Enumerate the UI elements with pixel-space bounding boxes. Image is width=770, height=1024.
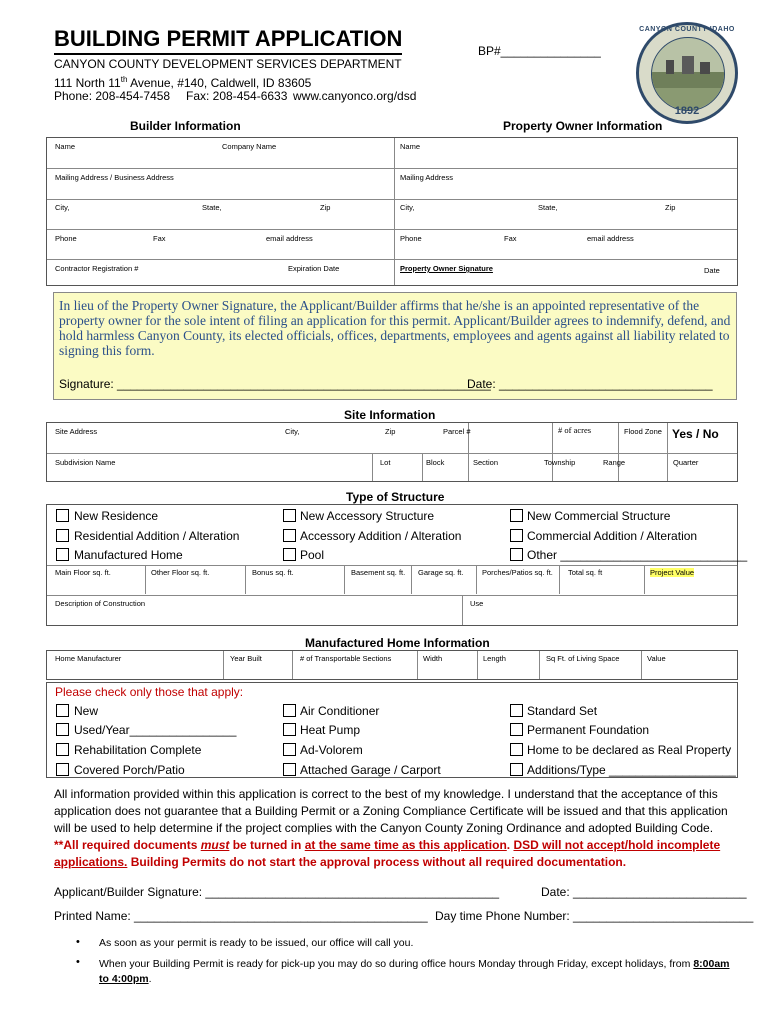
total-sqft-field[interactable]: Total sq. ft: [568, 568, 603, 577]
affirmation-text: In lieu of the Property Owner Signature, the Applicant/Builder affirms that he/she is an appointed representative of the property owner for the sole intent of filing an application for this permit. Applicant/Builder agrees to indemnify, defend, and hold harmless Canyon County, its elected officials, offices, departments, employees and agents against all liability related to signing this form.: [59, 298, 731, 358]
seal-landscape-icon: [651, 37, 725, 111]
seal-year: 1892: [674, 105, 700, 117]
option-manufactured-home: Manufactured Home: [74, 548, 183, 562]
owner-name-field[interactable]: Name: [400, 142, 421, 151]
department-address: 111 North 11th Avenue, #140, Caldwell, ID 83605: [54, 75, 312, 90]
transportable-sections-field[interactable]: # of Transportable Sections: [300, 654, 392, 663]
note-pickup: When your Building Permit is ready for pick-up you may do so during office hours Monday through Friday, except holidays, from 8:00am to 4:00pm.: [99, 958, 730, 985]
checkbox-pool[interactable]: [283, 548, 296, 561]
manufactured-options-box: [46, 682, 738, 778]
option-new-residence: New Residence: [74, 509, 159, 523]
site-info-grid: [46, 422, 738, 482]
length-field[interactable]: Length: [483, 654, 506, 663]
structure-type-heading: Type of Structure: [346, 490, 445, 504]
value-field[interactable]: Value: [647, 654, 666, 663]
block-field[interactable]: Block: [426, 458, 445, 467]
checkbox-used-year[interactable]: [56, 723, 69, 736]
checkbox-rehabilitation[interactable]: [56, 743, 69, 756]
other-floor-sqft-field[interactable]: Other Floor sq. ft.: [151, 568, 210, 577]
option-heat-pump: Heat Pump: [300, 723, 361, 737]
checkbox-manufactured-home[interactable]: [56, 548, 69, 561]
affirmation-date-field[interactable]: Date: ________________________________: [467, 377, 713, 391]
year-built-field[interactable]: Year Built: [230, 654, 262, 663]
builder-zip-field[interactable]: Zip: [320, 203, 331, 212]
checkbox-standard-set[interactable]: [510, 704, 523, 717]
width-field[interactable]: Width: [423, 654, 443, 663]
owner-zip-field[interactable]: Zip: [665, 203, 676, 212]
site-zip-field[interactable]: Zip: [385, 427, 396, 436]
owner-info-heading: Property Owner Information: [503, 119, 663, 133]
description-field[interactable]: Description of Construction: [55, 599, 146, 608]
checkbox-ad-volorem[interactable]: [283, 743, 296, 756]
required-documents-warning: **All required documents must be turned in at the same time as this application. DSD will not accept/hold incomplete applications. Building Permits do not start the approval process without all required documentation.: [54, 838, 721, 869]
option-new-accessory: New Accessory Structure: [300, 509, 435, 523]
affirmation-box: [53, 292, 737, 400]
checkbox-other[interactable]: [510, 548, 523, 561]
checkbox-covered-porch[interactable]: [56, 763, 69, 776]
certification-statement: [54, 786, 738, 871]
option-attached-garage: Attached Garage / Carport: [300, 763, 441, 777]
option-additions-type: Additions/Type ___________________: [527, 763, 736, 777]
owner-fax-field[interactable]: Fax: [504, 234, 517, 243]
option-real-property: Home to be declared as Real Property: [527, 743, 732, 757]
option-rehabilitation: Rehabilitation Complete: [74, 743, 202, 757]
builder-owner-grid: [46, 137, 738, 286]
basement-sqft-field[interactable]: Basement sq. ft.: [351, 568, 406, 577]
affirmation-signature-field[interactable]: Signature: ________________________________________________________: [59, 377, 491, 391]
option-residential-addition: Residential Addition / Alteration: [74, 529, 240, 543]
builder-city-field[interactable]: City,: [55, 203, 70, 212]
range-field[interactable]: Range: [603, 458, 626, 467]
flood-zone-yes-no[interactable]: Yes / No: [672, 427, 719, 441]
owner-signature-field[interactable]: Property Owner Signature: [400, 264, 493, 273]
manufactured-home-heading: Manufactured Home Information: [305, 636, 490, 650]
seal-text: CANYON COUNTY IDAHO: [639, 26, 735, 33]
checkbox-new-commercial[interactable]: [510, 509, 523, 522]
township-field[interactable]: Township: [544, 458, 576, 467]
owner-mailing-field[interactable]: Mailing Address: [400, 173, 453, 182]
department-website: www.canyonco.org/dsd: [293, 89, 417, 103]
builder-phone-field[interactable]: Phone: [55, 234, 77, 243]
main-floor-sqft-field[interactable]: Main Floor sq. ft.: [55, 568, 111, 577]
checkbox-additions-type[interactable]: [510, 763, 523, 776]
flood-zone-label: Flood Zone: [624, 427, 662, 436]
owner-phone-field[interactable]: Phone: [400, 234, 422, 243]
builder-fax-field[interactable]: Fax: [153, 234, 166, 243]
garage-sqft-field[interactable]: Garage sq. ft.: [418, 568, 464, 577]
builder-name-field[interactable]: Name: [55, 142, 76, 151]
option-standard-set: Standard Set: [527, 704, 598, 718]
checkbox-air-conditioner[interactable]: [283, 704, 296, 717]
county-seal-logo: [636, 22, 738, 124]
builder-mailing-field[interactable]: Mailing Address / Business Address: [55, 173, 174, 182]
checkbox-attached-garage[interactable]: [283, 763, 296, 776]
quarter-field[interactable]: Quarter: [673, 458, 699, 467]
checkbox-new-accessory[interactable]: [283, 509, 296, 522]
home-manufacturer-field[interactable]: Home Manufacturer: [55, 654, 122, 663]
option-ad-volorem: Ad-Volorem: [300, 743, 363, 757]
owner-email-field[interactable]: email address: [587, 234, 634, 243]
bullet-icon: •: [76, 956, 80, 968]
manufactured-home-grid: [46, 650, 738, 680]
day-phone-field[interactable]: Day time Phone Number: ___________________________: [435, 909, 754, 923]
structure-type-grid: [46, 504, 748, 626]
option-pool: Pool: [300, 548, 325, 562]
parcel-field[interactable]: Parcel #: [443, 427, 471, 436]
applicant-date-field[interactable]: Date: __________________________: [541, 885, 747, 899]
option-commercial-addition: Commercial Addition / Alteration: [527, 529, 698, 543]
note-call: As soon as your permit is ready to be issued, our office will call you.: [99, 937, 414, 949]
bullet-icon: •: [76, 936, 80, 948]
bonus-sqft-field[interactable]: Bonus sq. ft.: [252, 568, 294, 577]
builder-info-heading: Builder Information: [130, 119, 241, 133]
project-value-field[interactable]: Project Value: [650, 568, 695, 577]
subdivision-field[interactable]: Subdivision Name: [55, 458, 116, 467]
site-city-field[interactable]: City,: [285, 427, 300, 436]
checkbox-mh-new[interactable]: [56, 704, 69, 717]
option-used-year: Used/Year________________: [74, 723, 237, 737]
applicant-signature-field[interactable]: Applicant/Builder Signature: ____________________________________________: [54, 885, 500, 899]
checkbox-residential-addition[interactable]: [56, 529, 69, 542]
department-name: CANYON COUNTY DEVELOPMENT SERVICES DEPARTMENT: [54, 57, 402, 71]
option-new-commercial: New Commercial Structure: [527, 509, 671, 523]
check-note: Please check only those that apply:: [55, 685, 244, 699]
option-covered-porch: Covered Porch/Patio: [74, 763, 185, 777]
expiration-date-field[interactable]: Expiration Date: [288, 264, 340, 273]
printed-name-field[interactable]: Printed Name: ____________________________________________: [54, 909, 428, 923]
checkbox-heat-pump[interactable]: [283, 723, 296, 736]
department-fax: Fax: 208-454-6633: [186, 89, 288, 103]
use-field[interactable]: Use: [470, 599, 484, 608]
page-title: BUILDING PERMIT APPLICATION: [54, 26, 402, 55]
section-field[interactable]: Section: [473, 458, 499, 467]
option-air-conditioner: Air Conditioner: [300, 704, 380, 718]
department-phone: Phone: 208-454-7458: [54, 89, 171, 103]
option-other: Other ____________________________: [527, 548, 748, 562]
builder-state-field[interactable]: State,: [202, 203, 222, 212]
checkbox-commercial-addition[interactable]: [510, 529, 523, 542]
contractor-registration-field[interactable]: Contractor Registration #: [55, 264, 139, 273]
builder-email-field[interactable]: email address: [266, 234, 313, 243]
checkbox-new-residence[interactable]: [56, 509, 69, 522]
bp-number-field[interactable]: BP#_______________: [478, 44, 601, 58]
checkbox-accessory-addition[interactable]: [283, 529, 296, 542]
option-mh-new: New: [74, 704, 99, 718]
porches-sqft-field[interactable]: Porches/Patios sq. ft.: [482, 568, 553, 577]
lot-field[interactable]: Lot: [380, 458, 391, 467]
owner-city-field[interactable]: City,: [400, 203, 415, 212]
site-address-field[interactable]: Site Address: [55, 427, 98, 436]
statement-text: All information provided within this application is correct to the best of my knowledge. I understand that the acceptance of this application does not guarantee that a Building Permit or a Zoning Compliance Certificate will be issued and that this application will be used to help determine if the project complies with the Canyon County Zoning Ordinance and adopted Building Code.: [54, 787, 728, 835]
checkbox-real-property[interactable]: [510, 743, 523, 756]
owner-date-field[interactable]: Date: [704, 266, 720, 275]
checkbox-permanent-foundation[interactable]: [510, 723, 523, 736]
living-space-field[interactable]: Sq Ft. of Living Space: [546, 654, 620, 663]
acres-field[interactable]: # of acres: [558, 425, 592, 435]
owner-state-field[interactable]: State,: [538, 203, 558, 212]
site-info-heading: Site Information: [344, 408, 436, 422]
option-permanent-foundation: Permanent Foundation: [527, 723, 650, 737]
option-accessory-addition: Accessory Addition / Alteration: [300, 529, 462, 543]
builder-company-field[interactable]: Company Name: [222, 142, 277, 151]
